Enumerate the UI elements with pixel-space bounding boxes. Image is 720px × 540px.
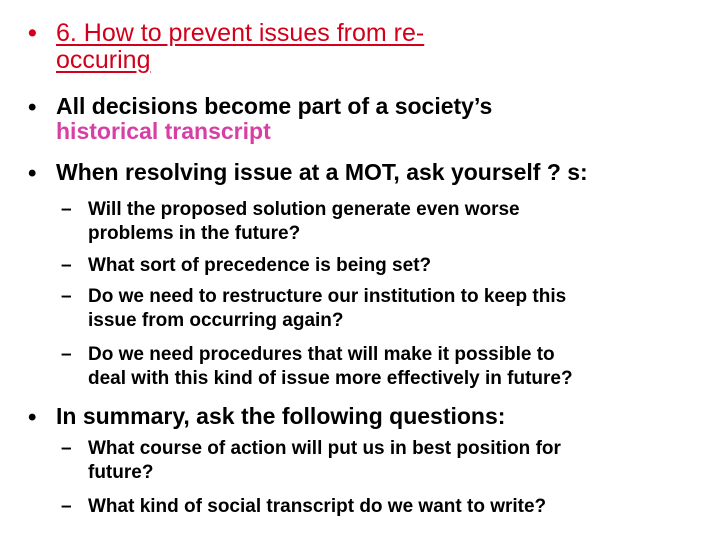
- bullet-marker-2: •: [28, 160, 37, 187]
- title-bullet: •: [28, 19, 37, 47]
- bullet-marker-3: •: [28, 404, 37, 431]
- sub-text: [88, 343, 573, 391]
- sub-text: [88, 198, 520, 246]
- title-line-1: 6. How to prevent issues from re-: [56, 19, 425, 47]
- title-item: [28, 20, 708, 74]
- sub-dash: –: [61, 286, 72, 307]
- sub-item-3-2: [61, 495, 711, 519]
- sub-line: What sort of precedence is being set?: [88, 255, 432, 276]
- sub-text: [88, 285, 566, 333]
- sub-text: [88, 437, 561, 485]
- sub-line: Do we need procedures that will make it possible to: [88, 344, 555, 365]
- sub-item-2-1: [61, 198, 711, 246]
- sub-line: future?: [88, 462, 154, 483]
- sub-line: What course of action will put us in best position for: [88, 438, 561, 459]
- sub-line: deal with this kind of issue more effectively in future?: [88, 368, 573, 389]
- bullet-item-1: [28, 94, 708, 144]
- bullet-1-line-2: historical transcript: [56, 118, 271, 144]
- sub-line: issue from occurring again?: [88, 310, 344, 331]
- sub-item-2-4: [61, 343, 716, 391]
- title-text: [56, 20, 424, 74]
- sub-line: problems in the future?: [88, 223, 301, 244]
- sub-line: Do we need to restructure our institution to keep this: [88, 286, 567, 307]
- sub-item-3-1: [61, 437, 711, 485]
- bullet-item-2: [28, 160, 718, 188]
- bullet-3-line-1: In summary, ask the following questions:: [56, 403, 506, 429]
- sub-dash: –: [61, 344, 72, 365]
- sub-item-2-2: [61, 254, 711, 278]
- bullet-text-1: [56, 94, 492, 144]
- sub-line: What kind of social transcript do we want to write?: [88, 496, 547, 517]
- title-line-2: occuring: [56, 46, 151, 74]
- sub-dash: –: [61, 255, 72, 276]
- sub-item-2-3: [61, 285, 711, 333]
- bullet-marker-1: •: [28, 94, 37, 121]
- sub-dash: –: [61, 199, 72, 220]
- bullet-2-line-1: When resolving issue at a MOT, ask yourself ? s:: [56, 159, 588, 185]
- bullet-1-line-1: All decisions become part of a society’s: [56, 93, 493, 119]
- sub-dash: –: [61, 438, 72, 459]
- bullet-item-3: [28, 404, 708, 432]
- sub-line: Will the proposed solution generate even worse: [88, 199, 520, 220]
- sub-dash: –: [61, 496, 72, 517]
